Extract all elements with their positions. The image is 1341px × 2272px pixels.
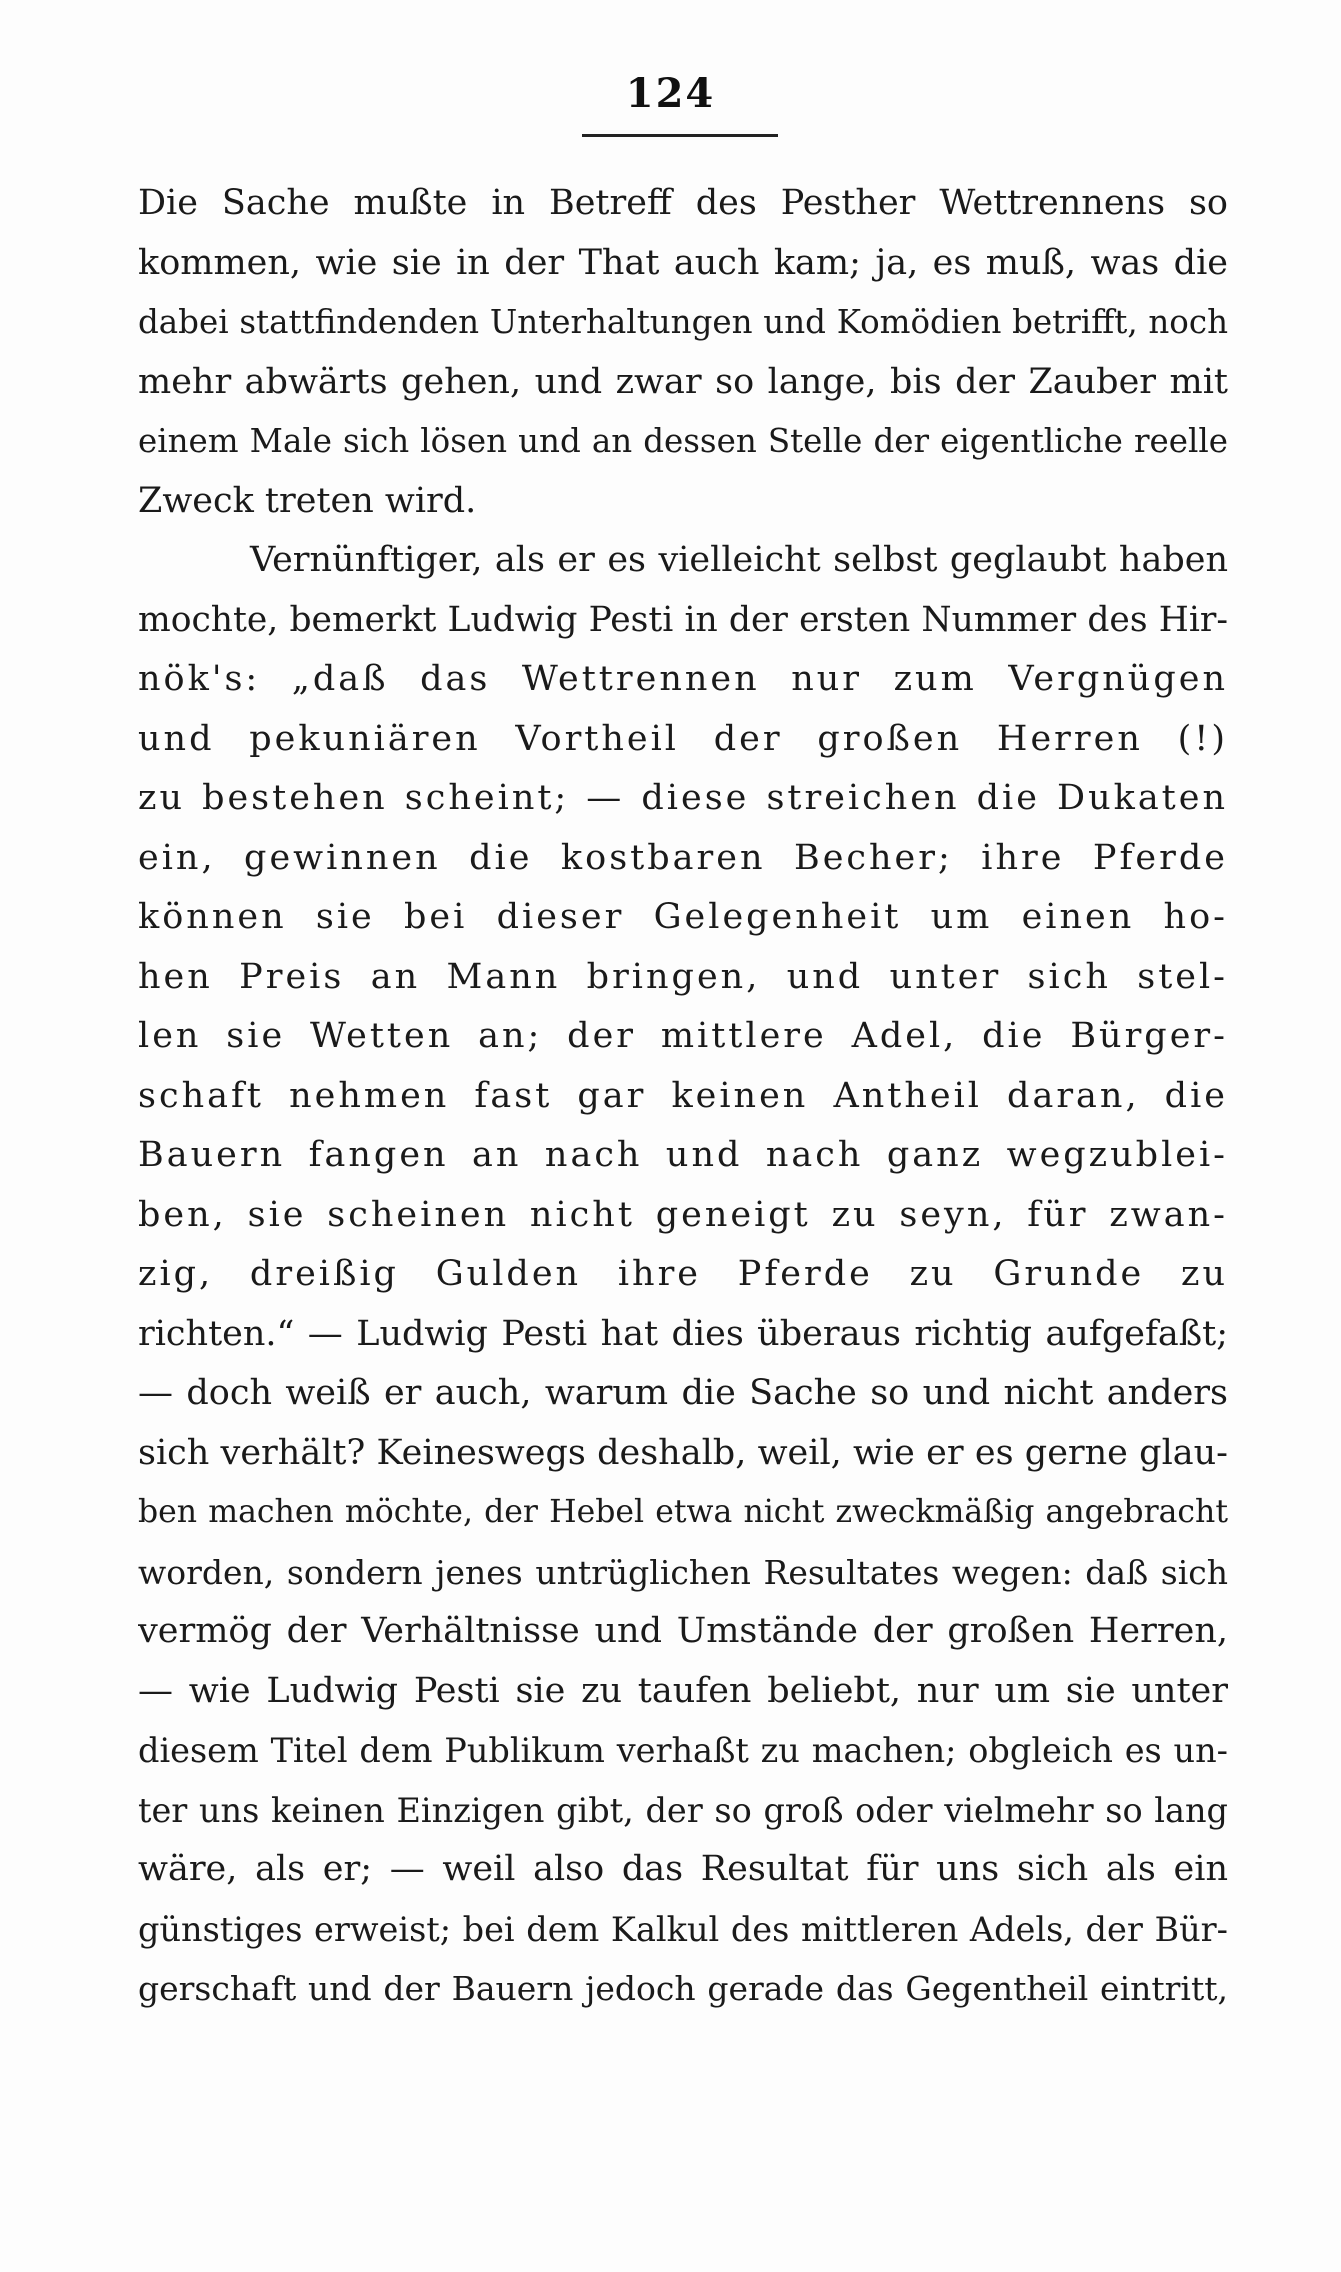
text-line: können sie bei dieser Gelegenheit um einen ho- — [138, 897, 1228, 937]
page-number-rule — [582, 134, 778, 137]
text-line: ter uns keinen Einzigen gibt, der so groß oder vielmehr so lang — [138, 1790, 1228, 1830]
text-line: schaft nehmen fast gar keinen Antheil daran, die — [138, 1075, 1228, 1116]
text-line: nök's: „daß das Wettrennen nur zum Vergnügen — [138, 659, 1228, 699]
text-line: mehr abwärts gehen, und zwar so lange, bis der Zauber mit — [138, 361, 1228, 402]
text-line: Vernünftiger, als er es vielleicht selbst geglaubt haben — [250, 540, 1228, 580]
text-line: wäre, als er; — weil also das Resultat für uns sich als ein — [138, 1849, 1228, 1889]
text-line: — wie Ludwig Pesti sie zu taufen beliebt, nur um sie unter — [138, 1670, 1228, 1711]
page-number: 124 — [625, 70, 716, 117]
text-line: zig, dreißig Gulden ihre Pferde zu Grunde zu — [138, 1254, 1228, 1294]
text-line: sich verhält? Keineswegs deshalb, weil, wie er es gerne glau- — [138, 1432, 1228, 1473]
text-line: len sie Wetten an; der mittlere Adel, die Bürger- — [138, 1016, 1228, 1056]
text-line: worden, sondern jenes untrüglichen Resultates wegen: daß sich — [138, 1552, 1228, 1592]
text-line: zu bestehen scheint; — diese streichen die Dukaten — [138, 778, 1228, 818]
text-line: Die Sache mußte in Betreff des Pesther Wettrennens so — [138, 183, 1228, 223]
text-line: dabei stattfindenden Unterhaltungen und Komödien betrifft, noch — [138, 303, 1228, 341]
text-line: richten.“ — Ludwig Pesti hat dies überaus richtig aufgefaßt; — [138, 1313, 1228, 1354]
body-text — [138, 174, 1228, 2019]
text-line: hen Preis an Mann bringen, und unter sich stel- — [138, 956, 1228, 997]
text-line: ein, gewinnen die kostbaren Becher; ihre Pferde — [138, 837, 1228, 878]
text-line: kommen, wie sie in der That auch kam; ja, es muß, was die — [138, 242, 1228, 283]
text-line: gerschaft und der Bauern jedoch gerade das Gegentheil eintritt, — [138, 1969, 1228, 2008]
text-line: und pekuniären Vortheil der großen Herren (!) — [138, 718, 1228, 759]
text-line: günstiges erweist; bei dem Kalkul des mittleren Adels, der Bür- — [138, 1909, 1228, 1949]
text-line: diesem Titel dem Publikum verhaßt zu machen; obgleich es un- — [138, 1731, 1228, 1770]
text-line: Zweck treten wird. — [138, 480, 477, 521]
text-line: — doch weiß er auch, warum die Sache so und nicht anders — [138, 1373, 1228, 1413]
text-line: mochte, bemerkt Ludwig Pesti in der ersten Nummer des Hir- — [138, 599, 1228, 640]
text-line: einem Male sich lösen und an dessen Stelle der eigentliche reelle — [138, 422, 1228, 460]
text-line: vermög der Verhältnisse und Umstände der großen Herren, — [138, 1611, 1228, 1651]
text-line: Bauern fangen an nach und nach ganz wegzublei- — [138, 1135, 1228, 1175]
text-line: ben machen möchte, der Hebel etwa nicht zweckmäßig angebracht — [138, 1494, 1228, 1530]
text-line: ben, sie scheinen nicht geneigt zu seyn, für zwan- — [138, 1194, 1228, 1235]
